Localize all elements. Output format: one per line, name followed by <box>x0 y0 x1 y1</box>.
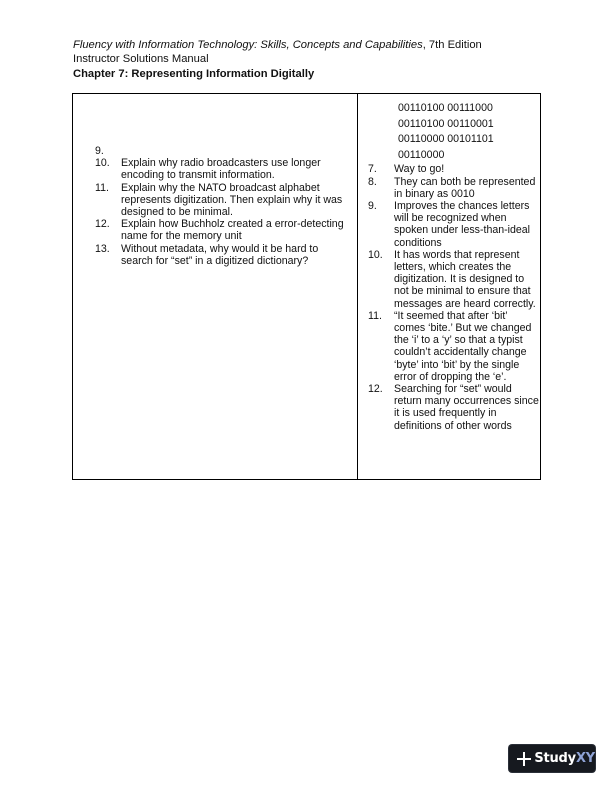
answer-text: They can both be represented in binary as 0010 <box>394 175 536 200</box>
logo-word-study: Study <box>534 751 576 766</box>
answer-text: It has words that represent letters, which creates the digitization. It is designed to not be minimal to ensure that messages are heard correctly. <box>394 248 536 310</box>
answer-number: 10. <box>368 248 383 261</box>
answer-item <box>368 383 540 432</box>
question-text: Without metadata, why would it be hard to search for “set” in a digitized dictionary? <box>121 242 319 267</box>
answer-item <box>368 163 540 175</box>
question-text: Explain why radio broadcasters use longer encoding to transmit information. <box>121 157 321 182</box>
binary-line: 00110100 00110001 <box>398 117 494 130</box>
question-text: Explain how Buchholz created a error-detecting name for the memory unit <box>121 218 344 243</box>
question-item <box>95 182 351 219</box>
question-text: Explain why the NATO broadcast alphabet represents digitization. Then explain why it was designed to be minimal. <box>121 181 343 219</box>
answer-item <box>368 200 540 249</box>
binary-answer <box>398 101 540 163</box>
plus-icon <box>517 752 529 766</box>
page-header <box>73 38 482 81</box>
binary-line: 00110100 00111000 <box>398 102 493 114</box>
question-number: 13. <box>95 242 110 255</box>
header-title-line <box>73 38 482 52</box>
manual-subtitle: Instructor Solutions Manual <box>73 53 209 66</box>
edition: , 7th Edition <box>422 39 482 51</box>
book-title: Fluency with Information Technology: Skills, Concepts and Capabilities <box>73 39 423 51</box>
answer-item <box>368 310 540 383</box>
question-item <box>95 157 351 181</box>
question-number: 12. <box>95 218 110 231</box>
answer-text: Way to go! <box>394 163 445 176</box>
question-item <box>95 218 351 242</box>
qa-table <box>72 93 541 480</box>
answer-text: Searching for “set” would return many occurrences since it is used frequently in definitions of other words <box>394 383 539 432</box>
question-number: 9. <box>95 145 104 157</box>
answer-number: 9. <box>368 199 377 212</box>
answer-text: Improves the chances letters will be recognized when spoken under less-than-ideal conditions <box>394 199 531 249</box>
question-number: 10. <box>95 157 110 170</box>
studyxy-logo <box>509 745 595 772</box>
question-item <box>95 145 351 157</box>
question-list <box>95 145 351 267</box>
question-item <box>95 243 351 267</box>
answer-number: 7. <box>368 163 377 176</box>
questions-column <box>73 94 358 479</box>
question-text <box>121 145 351 157</box>
chapter-heading: Chapter 7: Representing Information Digitally <box>73 67 315 80</box>
answer-number: 11. <box>368 309 382 322</box>
logo-word-xy: XY <box>575 751 595 766</box>
answer-item <box>368 176 540 200</box>
answers-column <box>358 94 540 479</box>
answer-list <box>368 101 540 432</box>
question-number: 11. <box>95 181 109 194</box>
answer-number: 12. <box>368 383 383 396</box>
answer-item <box>368 249 540 310</box>
answer-number: 8. <box>368 175 377 188</box>
binary-line: 00110000 00101101 <box>398 133 494 146</box>
answer-text: “It seemed that after ‘bit’ comes ‘bite.’ But we changed the ‘i’ to a ‘y’ so that a typist couldn’t accidentally change ‘byte’ into ‘bit’ by the single error of dropping the ‘e’. <box>394 309 532 383</box>
binary-line: 00110000 <box>398 148 445 161</box>
